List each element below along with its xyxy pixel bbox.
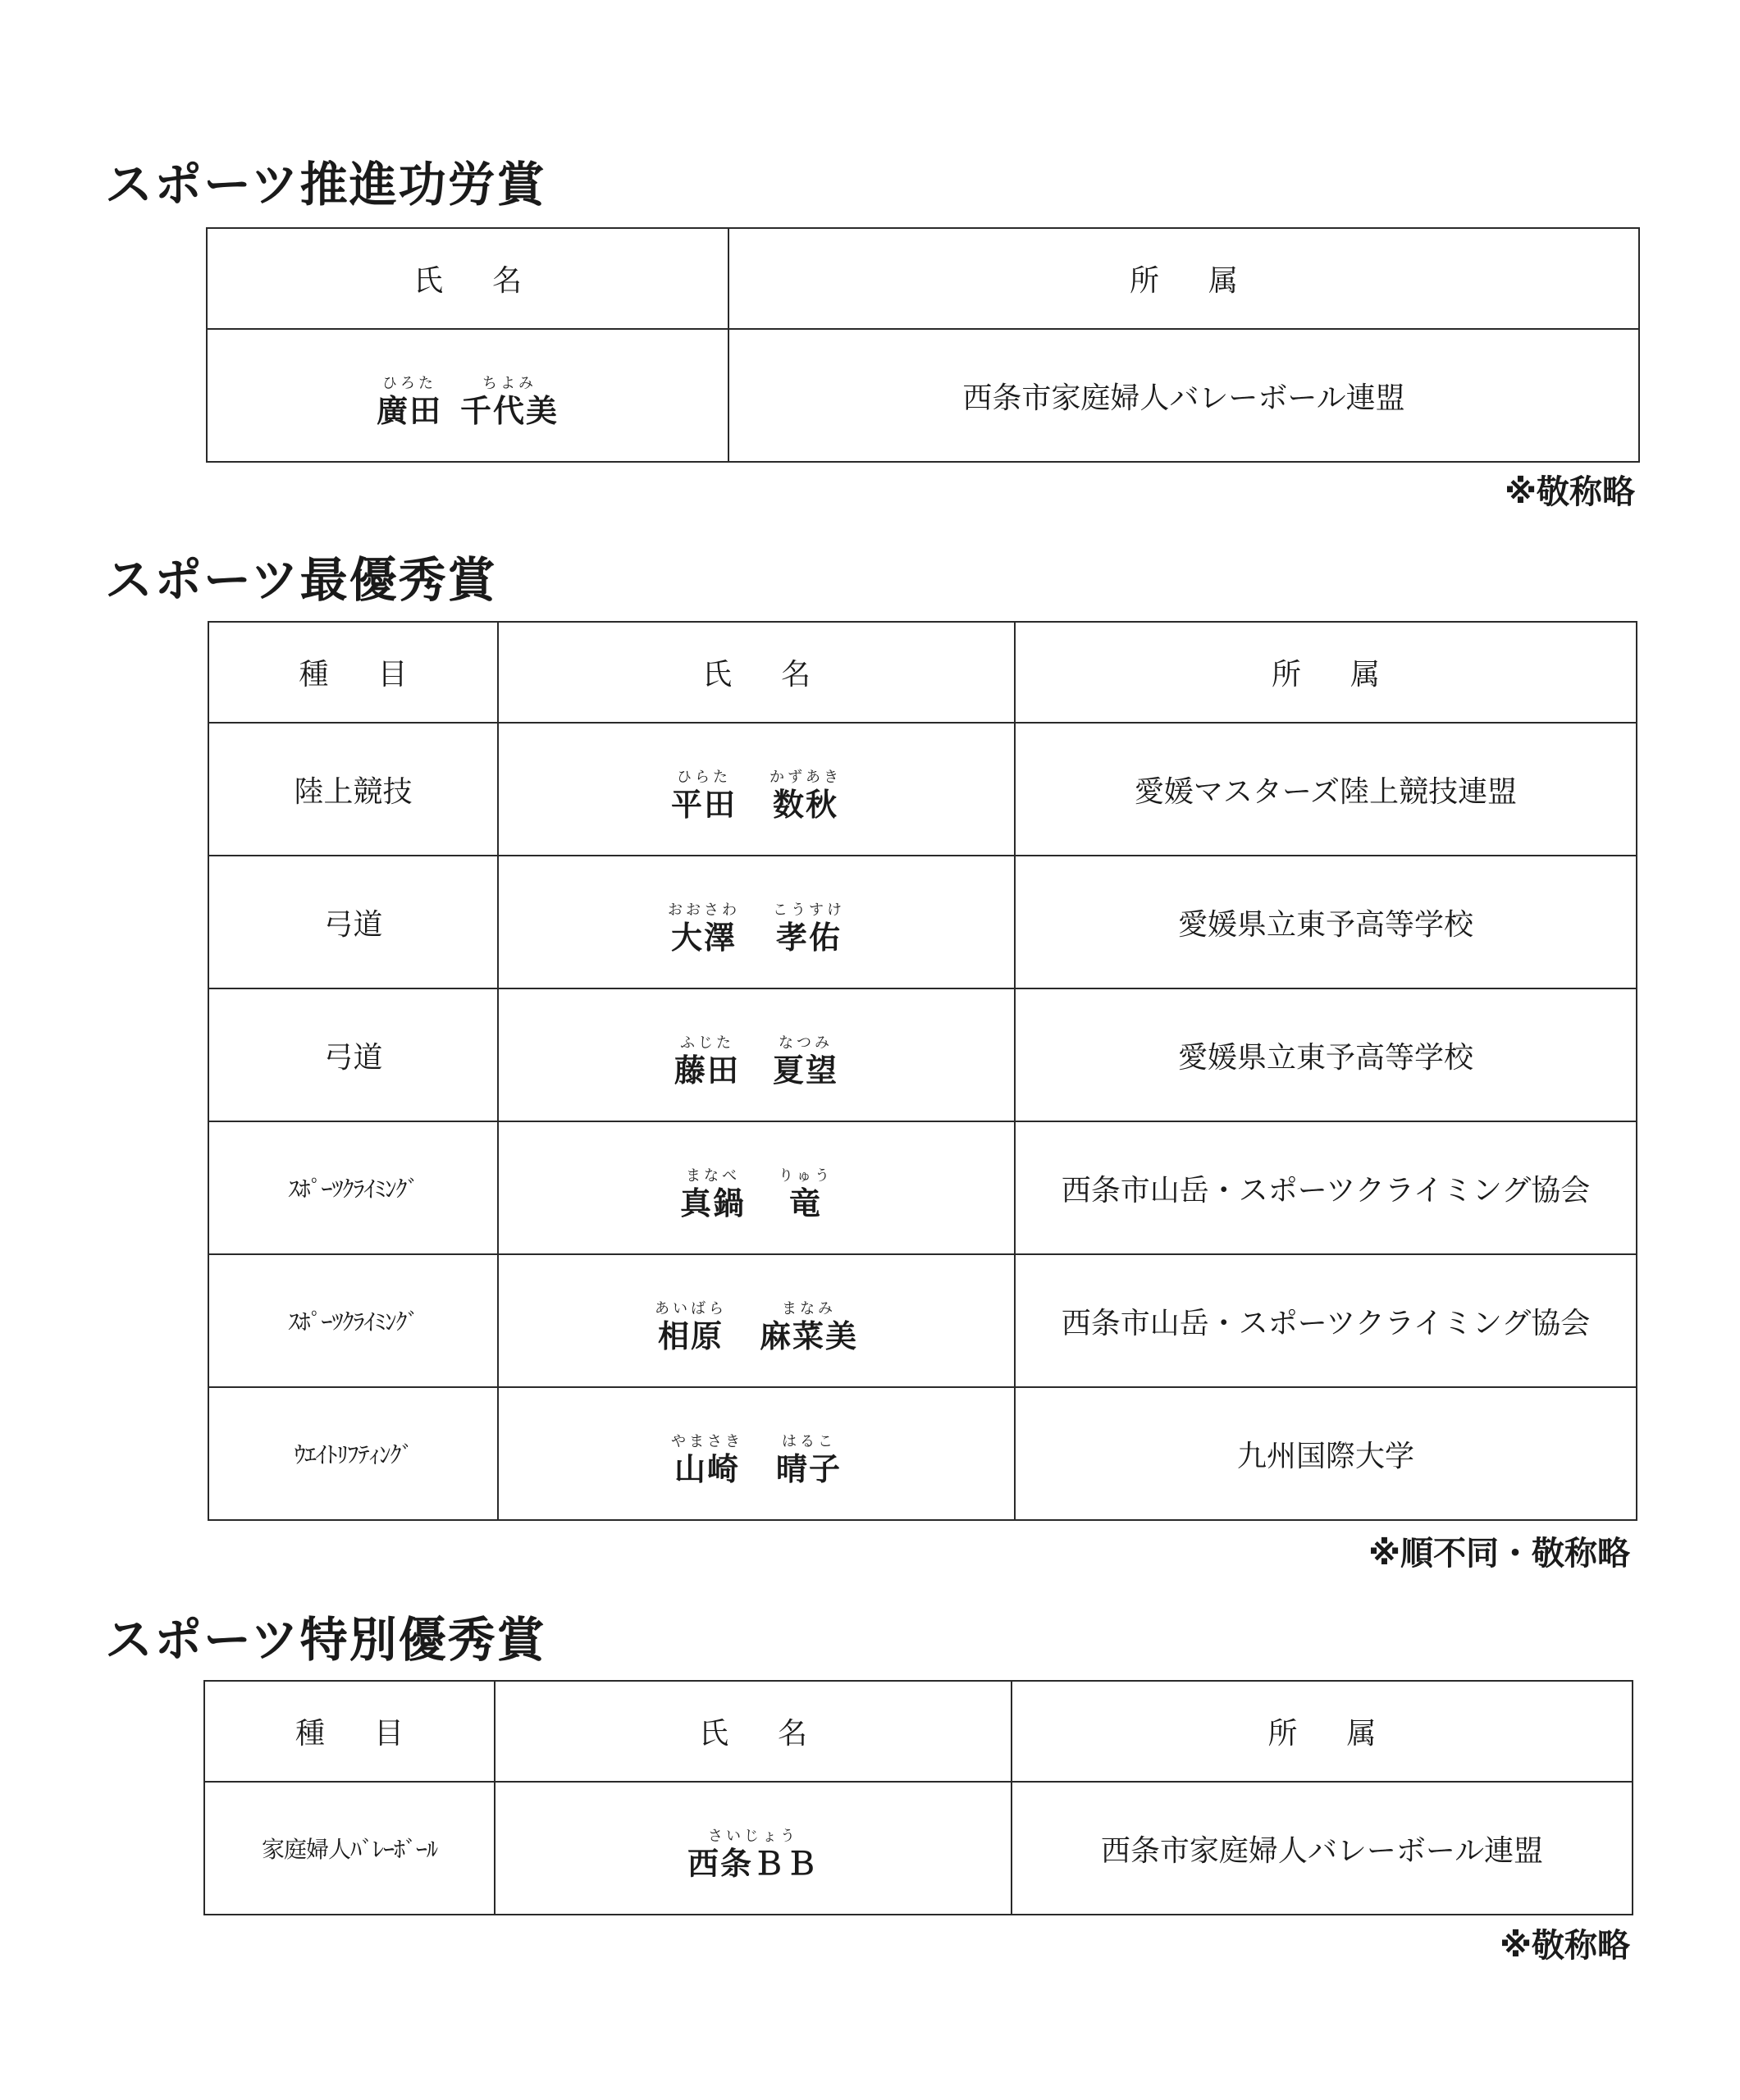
affiliation-cell: 愛媛マスターズ陸上競技連盟 [1015, 723, 1637, 856]
given-name: 数秋 [772, 787, 838, 823]
event-cell: 弓道 [208, 988, 498, 1121]
event-cell: ｳｴｲﾄﾘﾌﾃｨﾝｸﾞ [208, 1387, 498, 1520]
family-name: 廣田 [376, 393, 442, 429]
section-title-best-award: スポーツ最優秀賞 [105, 552, 497, 608]
given-ruby: ちよみ [482, 375, 537, 392]
family-name: 山崎 [674, 1451, 740, 1487]
note-honorifics-omitted: ※敬称略 [1505, 473, 1635, 511]
header-event: 種目 [204, 1681, 495, 1782]
family-name: 大澤 [670, 920, 737, 956]
table-row [208, 1121, 1637, 1254]
table-header-row [207, 228, 1639, 329]
given-ruby: はるこ [781, 1433, 836, 1450]
table-row [204, 1782, 1633, 1915]
table-row [208, 1387, 1637, 1520]
event-cell: 陸上競技 [208, 723, 498, 856]
table-row [208, 1254, 1637, 1387]
table-header-row [208, 622, 1637, 723]
given-name: 千代美 [460, 393, 559, 429]
event-cell: 弓道 [208, 856, 498, 988]
affiliation-cell: 西条市山岳・スポーツクライミング協会 [1015, 1121, 1637, 1254]
name-cell [498, 1387, 1015, 1520]
family-ruby: ふじた [679, 1034, 734, 1052]
family-ruby: あいばら [654, 1300, 727, 1317]
note-honorifics-omitted: ※敬称略 [1500, 1927, 1630, 1965]
given-ruby: かずあき [770, 769, 842, 786]
given-ruby: りゅう [779, 1167, 833, 1185]
header-name: 氏名 [495, 1681, 1012, 1782]
header-name: 氏名 [207, 228, 728, 329]
section-title-special-award: スポーツ特別優秀賞 [105, 1612, 546, 1668]
team-name: 西条ＢＢ [687, 1846, 819, 1882]
table-special-award [203, 1680, 1633, 1915]
family-ruby: まなべ [685, 1167, 740, 1185]
table-row [207, 329, 1639, 462]
name-cell [498, 988, 1015, 1121]
event-cell: 家庭婦人ﾊﾞﾚｰﾎﾞｰﾙ [204, 1782, 495, 1915]
affiliation-cell: 愛媛県立東予高等学校 [1015, 988, 1637, 1121]
family-name: 平田 [670, 787, 737, 823]
family-name: 藤田 [674, 1052, 740, 1089]
table-row [208, 856, 1637, 988]
affiliation-cell: 西条市家庭婦人バレーボール連盟 [1012, 1782, 1633, 1915]
affiliation-cell: 西条市山岳・スポーツクライミング協会 [1015, 1254, 1637, 1387]
table-header-row [204, 1681, 1633, 1782]
table-promotion-merit [206, 227, 1640, 463]
table-row [208, 988, 1637, 1121]
section-title-promotion-merit: スポーツ推進功労賞 [105, 157, 546, 212]
given-name: 夏望 [773, 1052, 839, 1089]
name-cell [498, 1254, 1015, 1387]
given-name: 竜 [788, 1185, 822, 1221]
affiliation-cell: 九州国際大学 [1015, 1387, 1637, 1520]
given-ruby: こうすけ [773, 902, 845, 919]
event-cell: ｽﾎﾟｰﾂｸﾗｲﾐﾝｸﾞ [208, 1254, 498, 1387]
table-best-award [208, 621, 1637, 1521]
name-cell [498, 856, 1015, 988]
event-cell: ｽﾎﾟｰﾂｸﾗｲﾐﾝｸﾞ [208, 1121, 498, 1254]
header-affiliation: 所属 [728, 228, 1639, 329]
family-name: 真鍋 [679, 1185, 746, 1221]
header-event: 種目 [208, 622, 498, 723]
affiliation-cell: 西条市家庭婦人バレーボール連盟 [728, 329, 1639, 462]
header-name: 氏名 [498, 622, 1015, 723]
given-name: 麻菜美 [759, 1318, 858, 1354]
given-ruby: なつみ [779, 1034, 833, 1052]
table-row [208, 723, 1637, 856]
family-name: 相原 [657, 1318, 724, 1354]
affiliation-cell: 愛媛県立東予高等学校 [1015, 856, 1637, 988]
family-ruby: ひろた [381, 375, 436, 392]
name-cell [495, 1782, 1012, 1915]
given-ruby: まなみ [781, 1300, 836, 1317]
given-name: 晴子 [775, 1451, 842, 1487]
name-cell [498, 723, 1015, 856]
family-ruby: やまさき [670, 1433, 743, 1450]
note-no-order-honorifics-omitted: ※順不同・敬称略 [1368, 1535, 1630, 1573]
header-affiliation: 所属 [1015, 622, 1637, 723]
given-name: 孝佑 [775, 920, 842, 956]
family-ruby: ひらた [676, 769, 731, 786]
family-ruby: おおさわ [668, 902, 740, 919]
family-ruby: さいじょう [707, 1828, 798, 1845]
name-cell [207, 329, 728, 462]
name-cell [498, 1121, 1015, 1254]
header-affiliation: 所属 [1012, 1681, 1633, 1782]
